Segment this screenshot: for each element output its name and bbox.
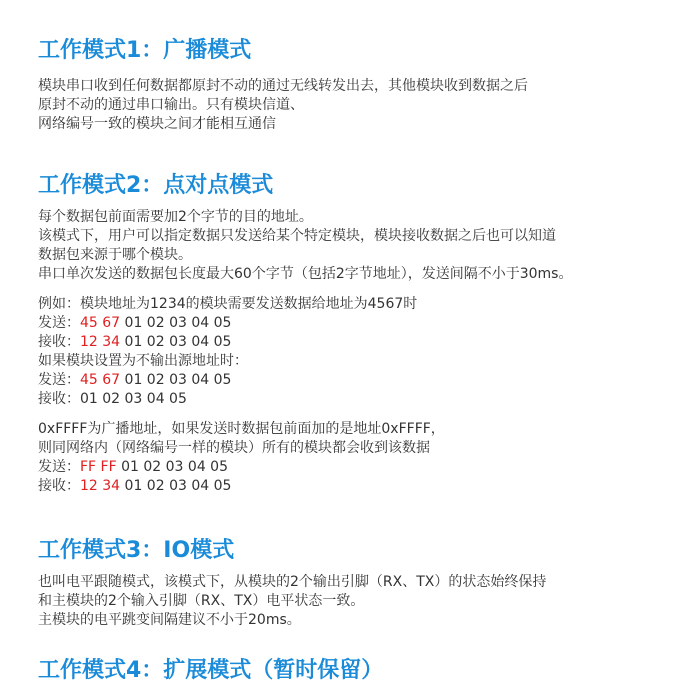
section1-line-3: 网络编号一致的模块之间才能相互通信 bbox=[38, 116, 276, 132]
recv-data: 01 02 03 04 05 bbox=[120, 334, 232, 350]
section1-heading: 工作模式1：广播模式 bbox=[38, 38, 252, 63]
send2-label: 发送： bbox=[38, 372, 80, 388]
section2-line-3: 数据包来源于哪个模块。 bbox=[38, 247, 192, 263]
recv-address: 12 34 bbox=[80, 334, 121, 350]
section2-line-2: 该模式下，用户可以指定数据只发送给某个特定模块，模块接收数据之后也可以知道 bbox=[38, 228, 556, 244]
example-intro: 例如：模块地址为1234的模块需要发送数据给地址为4567时 bbox=[38, 296, 418, 312]
broadcast-recv-line bbox=[38, 477, 231, 495]
broadcast-send-label: 发送： bbox=[38, 459, 80, 475]
broadcast-recv-address: 12 34 bbox=[80, 478, 121, 494]
example-recv2-line: 接收：01 02 03 04 05 bbox=[38, 391, 187, 407]
example-send-line bbox=[38, 314, 231, 332]
no-source-note: 如果模块设置为不输出源地址时： bbox=[38, 353, 248, 369]
section1-line-1: 模块串口收到任何数据都原封不动的通过无线转发出去，其他模块收到数据之后 bbox=[38, 78, 528, 94]
send2-data: 01 02 03 04 05 bbox=[120, 372, 232, 388]
broadcast-recv-label: 接收： bbox=[38, 478, 80, 494]
send-label: 发送： bbox=[38, 315, 80, 331]
broadcast-line-2: 则同网络内（网络编号一样的模块）所有的模块都会收到该数据 bbox=[38, 440, 430, 456]
broadcast-send-data: 01 02 03 04 05 bbox=[116, 459, 228, 475]
broadcast-recv-data: 01 02 03 04 05 bbox=[120, 478, 232, 494]
section4-heading: 工作模式4：扩展模式（暂时保留） bbox=[38, 658, 384, 683]
example-send2-line bbox=[38, 371, 231, 389]
example-recv-line bbox=[38, 333, 231, 351]
section3-line-1: 也叫电平跟随模式，该模式下，从模块的2个输出引脚（RX、TX）的状态始终保持 bbox=[38, 574, 547, 590]
section3-line-2: 和主模块的2个输入引脚（RX、TX）电平状态一致。 bbox=[38, 593, 365, 609]
broadcast-send-line bbox=[38, 458, 228, 476]
send-data: 01 02 03 04 05 bbox=[120, 315, 232, 331]
section3-line-3: 主模块的电平跳变间隔建议不小于20ms。 bbox=[38, 612, 301, 628]
section2-line-1: 每个数据包前面需要加2个字节的目的地址。 bbox=[38, 209, 313, 225]
section2-line-4: 串口单次发送的数据包长度最大60个字节（包括2字节地址），发送间隔不小于30ms。 bbox=[38, 266, 573, 282]
section1-line-2: 原封不动的通过串口输出。只有模块信道、 bbox=[38, 97, 304, 113]
section2-heading: 工作模式2：点对点模式 bbox=[38, 173, 274, 198]
broadcast-line-1: 0xFFFF为广播地址，如果发送时数据包前面加的是地址0xFFFF， bbox=[38, 421, 445, 437]
send-address: 45 67 bbox=[80, 315, 121, 331]
broadcast-send-address: FF FF bbox=[80, 459, 117, 475]
recv-label: 接收： bbox=[38, 334, 80, 350]
send2-address: 45 67 bbox=[80, 372, 121, 388]
section3-heading: 工作模式3：IO模式 bbox=[38, 538, 235, 563]
